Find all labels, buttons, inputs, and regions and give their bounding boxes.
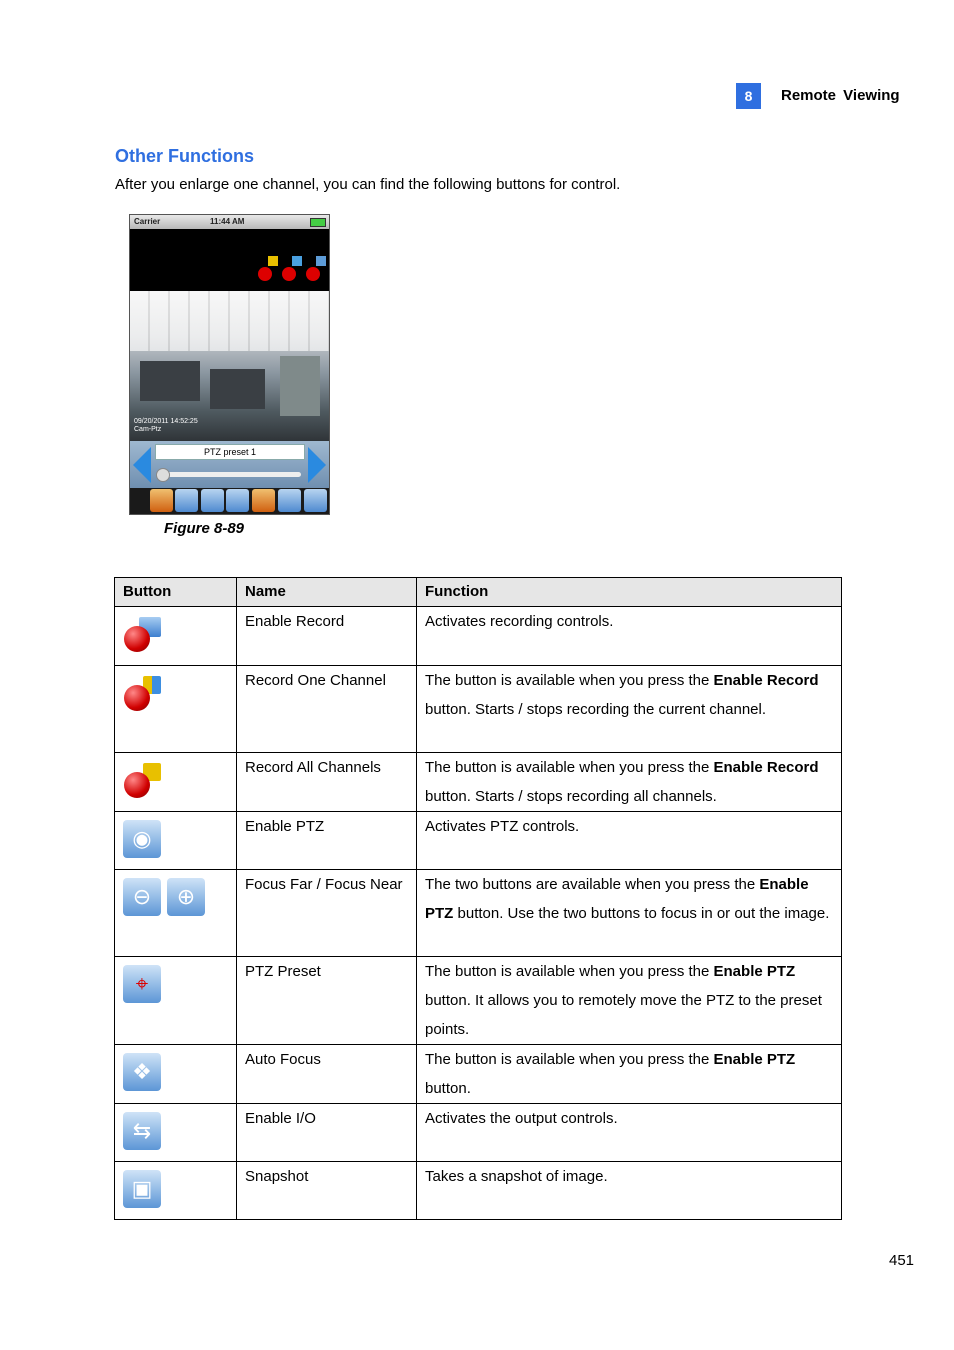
button-cell	[115, 957, 237, 1045]
header-button: Button	[115, 578, 237, 607]
snapshot-icon: ▣	[123, 1170, 161, 1208]
table-row	[115, 666, 842, 753]
record-one-button[interactable]	[258, 267, 272, 281]
button-cell	[115, 1104, 237, 1162]
carrier-label: Carrier	[134, 217, 161, 226]
function-cell: Activates recording controls.	[417, 607, 842, 666]
chapter-badge: 8	[736, 83, 761, 109]
ptz-preset-button[interactable]	[150, 489, 173, 512]
button-cell	[115, 1045, 237, 1104]
button-cell	[115, 870, 237, 957]
table-row	[115, 1045, 842, 1104]
header-name: Name	[237, 578, 417, 607]
name-cell: Focus Far / Focus Near	[237, 870, 417, 957]
enable-ptz-icon: ◉	[123, 820, 161, 858]
channels-grid-icon	[292, 256, 302, 266]
phone-screenshot	[129, 214, 330, 515]
table-row	[115, 870, 842, 957]
page-number: 451	[889, 1252, 915, 1269]
name-cell: Auto Focus	[237, 1045, 417, 1104]
function-cell: The button is available when you press the Enable PTZ button. It allows you to remotely move the PTZ to the preset points.	[417, 957, 842, 1045]
button-cell	[115, 812, 237, 870]
intro-text: After you enlarge one channel, you can find the following buttons for control.	[115, 176, 621, 193]
table-row	[115, 1162, 842, 1220]
button-cell	[115, 666, 237, 753]
name-cell: Record All Channels	[237, 753, 417, 812]
record-all-channels-icon	[123, 761, 161, 799]
table-row	[115, 957, 842, 1045]
bottom-toolbar	[130, 488, 329, 514]
function-cell: Activates PTZ controls.	[417, 812, 842, 870]
record-button-row	[130, 229, 329, 291]
ceiling-lights	[130, 291, 329, 351]
channel-grid-icon	[268, 256, 278, 266]
focus-near-button[interactable]	[201, 489, 224, 512]
office-desk	[210, 369, 265, 409]
camera-view	[130, 291, 329, 441]
section-title: Other Functions	[115, 146, 254, 166]
function-cell: Takes a snapshot of image.	[417, 1162, 842, 1220]
status-bar	[130, 215, 329, 229]
function-cell: Activates the output controls.	[417, 1104, 842, 1162]
status-time: 11:44 AM	[210, 217, 245, 226]
table-row	[115, 1104, 842, 1162]
focus-far-button[interactable]	[175, 489, 198, 512]
table-row	[115, 812, 842, 870]
function-cell: The button is available when you press the Enable PTZ button.	[417, 1045, 842, 1104]
ptz-preset-field[interactable]: PTZ preset 1	[155, 444, 305, 460]
auto-focus-button[interactable]	[226, 489, 249, 512]
ptz-control-panel	[130, 441, 329, 488]
function-cell: The two buttons are available when you press the Enable PTZ button. Use the two buttons to focus in or out the image.	[417, 870, 842, 957]
previous-arrow-icon[interactable]	[133, 447, 151, 483]
camera-osd: 09/20/2011 14:52:25 Cam-Ptz	[134, 418, 198, 433]
table-row	[115, 753, 842, 812]
button-cell	[115, 1162, 237, 1220]
name-cell: Enable Record	[237, 607, 417, 666]
enable-io-button[interactable]	[278, 489, 301, 512]
battery-icon	[310, 218, 326, 227]
focus-near-icon: ⊕	[167, 878, 205, 916]
ptz-slider[interactable]	[158, 472, 301, 477]
name-cell: Enable PTZ	[237, 812, 417, 870]
button-cell	[115, 607, 237, 666]
table-row	[115, 607, 842, 666]
button-cell	[115, 753, 237, 812]
record-one-channel-icon	[123, 674, 161, 712]
enable-record-button[interactable]	[306, 267, 320, 281]
slider-knob[interactable]	[156, 468, 170, 482]
focus-far-icon: ⊖	[123, 878, 161, 916]
record-all-button[interactable]	[282, 267, 296, 281]
enable-io-icon: ⇆	[123, 1112, 161, 1150]
ptz-preset-icon: ⌖	[123, 965, 161, 1003]
name-cell: Enable I/O	[237, 1104, 417, 1162]
header-function: Function	[417, 578, 842, 607]
enable-ptz-button[interactable]	[252, 489, 275, 512]
office-desk	[140, 361, 200, 401]
figure-caption: Figure 8-89	[164, 520, 245, 537]
next-arrow-icon[interactable]	[308, 447, 326, 483]
name-cell: Record One Channel	[237, 666, 417, 753]
button-function-table	[114, 577, 842, 1220]
office-partition	[280, 356, 320, 416]
auto-focus-icon: ❖	[123, 1053, 161, 1091]
snapshot-button[interactable]	[304, 489, 327, 512]
name-cell: Snapshot	[237, 1162, 417, 1220]
enable-record-icon	[123, 615, 161, 653]
name-cell: PTZ Preset	[237, 957, 417, 1045]
function-cell: The button is available when you press the Enable Record button. Starts / stops recording the current channel.	[417, 666, 842, 753]
table-header-row	[115, 578, 842, 607]
chapter-title: Remote Viewing	[781, 87, 900, 104]
function-cell: The button is available when you press the Enable Record button. Starts / stops recording all channels.	[417, 753, 842, 812]
calendar-icon	[316, 256, 326, 266]
